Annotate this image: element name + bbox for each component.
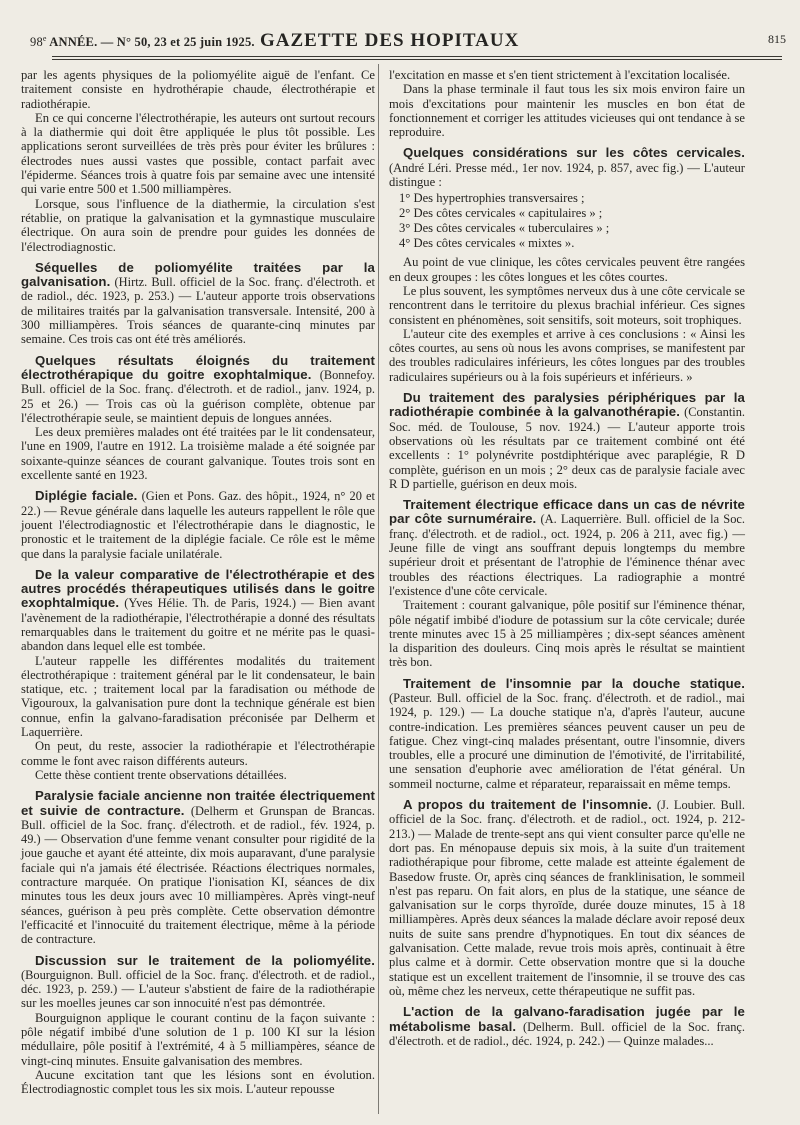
article-paralysie-faciale: Paralysie faciale ancienne non traitée électriquement et suivie de contracture. (Delherm et Grunspan de Brancas. Bull. officiel de la Soc. franç. d'électroth. et de radiol., fév. 1924, p. 49.) — Observation d'une femme venant consulter pour rigidité de la joue gauche et ayant été atteinte, dix mois auparavant, d'une paralysie faciale qui n'a jamais été électrisée. Réactions électriques normales, contracture marquée. On pratique l'ionisation KI, séances de dix minutes tous les deux jours avec 10 milliampères. Après vingt-neuf séances, guérison à peu près complète. Cette observation démontre l'efficacité et l'innocuité du traitement électrique, même à la période de contracture. [21, 788, 375, 947]
page-number: 815 [768, 32, 786, 46]
article-title: Quelques considérations sur les côtes cervicales. [403, 145, 745, 161]
article-title: Du traitement des paralysies périphériques par la radiothérapie combinée à la galvanothérapie. [389, 390, 745, 420]
article-goitre-results: Quelques résultats éloignés du traitement électrothérapique du goitre exophtalmique. (Bonnefoy. Bull. officiel de la Soc. franç. d'électroth. et de radiol., janv. 1924, p. 25 et 26.) — Trois cas où la guérison complète, obtenue par l'électrothérapie seule, se maintient depuis de longues années. Les deux premières malades ont été traitées par le lit condensateur, l'une en 1909, l'autre en 1912. La troisième malade a été soignée par soixante-quinze séances de courant galvanique. Toutes trois sont en excellente santé en 1923. [21, 352, 375, 483]
running-header [0, 14, 800, 54]
article-title: Quelques résultats éloignés du traitement électrothérapique du goitre exophtalmique. [21, 352, 375, 382]
header-rule-2 [52, 59, 782, 60]
list-item: 3° Des côtes cervicales « tuberculaires » ; [399, 221, 610, 236]
article-title: A propos du traitement de l'insomnie. [403, 797, 652, 813]
header-rule [52, 56, 782, 57]
column-divider [378, 64, 379, 1114]
article-poliomyelite-discussion: Discussion sur le traitement de la poliomyélite. (Bourguignon. Bull. officiel de la Soc. franç. d'électroth. et de radiol., déc. 1923, p. 259.) — L'auteur s'abstient de faire de la radiothérapie sur les moelles jeunes car son innocuité n'est pas démontrée. Bourguignon applique le courant continu de la façon suivante : pôle négatif imbibé d'une solution de 1 p. 100 KI sur la lésion médullaire, pôle positif à l'extrémité, 4 à 5 milliampères, séance de vingt-cinq minutes. Ensuite galvanisation des membres. Aucune excitation tant que les lésions sont en évolution. Électrodiagnostic complet tous les six mois. L'auteur repousse [21, 952, 375, 1097]
article-title: Diplégie faciale. [35, 488, 138, 504]
right-column [389, 68, 745, 1055]
article-continuation-right: l'excitation en masse et s'en tient strictement à l'excitation localisée. Dans la phase terminale il faut tous les six mois environ faire un mois d'excitations pour maintenir les muscles en bon état de fonctionnement et corriger les attitudes vicieuses qui ont tendance à se reproduire. [389, 68, 745, 140]
article-goitre-comparative: De la valeur comparative de l'électrothérapie et des autres procédés thérapeutiques utilisés dans le goitre exophtalmique. (Yves Hélie. Th. de Paris, 1924.) — Bien avant l'avènement de la radiothérapie, l'électrothérapie a donné des résultats remarquables dans le traitement du goitre et ne mérite pas le quasi-abandon dans lequel elle est tombée. L'auteur rappelle les différentes modalités du traitement électrothérapique : traitement général par le lit condensateur, le bain statique, etc. ; traitement local par la faradisation ou méthode de Vigouroux, la galvanisation pure dont la technique générale est bien connue, enfin la galvano-faradisation préconisée par Delherm et Laquerrière. On peut, du reste, associer la radiothérapie et l'électrothérapie comme le font avec raison différents auteurs. Cette thèse contient trente observations détaillées. [21, 566, 375, 782]
article-continuation: par les agents physiques de la poliomyélite aiguë de l'enfant. Ce traitement consiste en hydrothérapie chaude, électrothérapie et radiothérapie. En ce qui concerne l'électrothérapie, les auteurs ont surtout recours à la diathermie qui doit être appliquée le plus tôt possible. Les applications seront surveillées de très près pour éviter les brûlures : électrodes nues aussi vastes que possible, contact parfait avec l'épiderme. Séances trois à quatre fois par semaine avec une intensité qui varie entre 500 et 1.500 milliampères. Lorsque, sous l'influence de la diathermie, la circulation s'est rétablie, on pratique la galvanisation et la gymnastique musculaire électrique. On aura soin de prendre pour guides les données de l'électrodiagnostic. [21, 68, 375, 254]
article-insomnie-propos: A propos du traitement de l'insomnie. (J. Loubier. Bull. officiel de la Soc. franç. d'électroth. et de radiol., oct. 1924, p. 212-213.) — Malade de trente-sept ans qui vient consulter parce qu'elle ne dort pas. En ménopause depuis six mois, à la suite d'un traitement radiothérapique pour fibrome, cette malade est atteinte également de Basedow fruste. Or, après cinq séances de franklinisation, le sommeil n'est pas reparu. On fait alors, en plus de la statique, une séance de galvanisation sur le corps thyroïde, durée douze minutes, 15 à 18 milliampères. Après deux séances la malade déclare avoir reposé deux nuits de suite sans prendre d'hypnotiques. En tout dix séances de galvanisation. Cette malade, revue trois mois après, continuait à être plus calme et à dormir. Cette observation montre que si la douche statique est un excellent traitement de l'insomnie, il se trouve des cas où, même chez les nerveux, cette thérapeutique ne suffit pas. [389, 797, 745, 998]
issue-line: 98e ANNÉE. — N° 50, 23 et 25 juin 1925. [30, 34, 255, 50]
list-item: 4° Des côtes cervicales « mixtes ». [399, 236, 575, 251]
article-title: De la valeur comparative de l'électrothérapie et des autres procédés thérapeutiques utilisés dans le goitre exophtalmique. [21, 566, 375, 611]
article-title: Paralysie faciale ancienne non traitée électriquement et suivie de contracture. [21, 788, 375, 818]
article-nevrite: Traitement électrique efficace dans un cas de névrite par côte surnuméraire. (A. Laquerrière. Bull. officiel de la Soc. franç. d'électroth. et de radiol., oct. 1924, p. 206 à 211, avec fig.) — Jeune fille de vingt ans souffrant depuis longtemps du membre supérieur droit et présentant de l'atrophie de l'éminence thénar avec troubles des réactions électriques. La radiographie a montré l'existence d'une côte cervicale. Traitement : courant galvanique, pôle positif sur l'éminence thénar, pôle négatif imbibé d'iodure de potassium sur la côte cervicale; durée trente minutes avec 15 à 25 milliampères ; dix-sept séances amènent la disparition des douleurs. Cinq mois après le résultat se maintient très bon. [389, 497, 745, 670]
article-title: Discussion sur le traitement de la poliomyélite. [35, 952, 375, 968]
article-sequelles: Séquelles de poliomyélite traitées par la galvanisation. (Hirtz. Bull. officiel de la Soc. franç. d'électroth. et de radiol., déc. 1923, p. 253.) — L'auteur apporte trois observations de militaires traités par la galvanisation transversale. Intensité, 200 à 300 milliampères. Trois séances de quarante-cinq minutes par semaine. Ces trois cas ont été très améliorés. [21, 259, 375, 347]
left-column [21, 68, 375, 1103]
article-paralysies-peripheriques: Du traitement des paralysies périphériques par la radiothérapie combinée à la galvanothérapie. (Constantin. Soc. méd. de Toulouse, 5 nov. 1924.) — L'auteur apporte trois observations où les résultats par ce traitement combiné ont été excellents : 1° polynévrite postdiphtérique avec paraplégie, R D complète, guérison en un mois ; 2° deux cas de paralysie faciale avec R D partielle, guérison en deux mois. [389, 390, 745, 491]
article-title: L'action de la galvano-faradisation jugée par le métabolisme basal. [389, 1004, 745, 1034]
article-title: Séquelles de poliomyélite traitées par la galvanisation. [21, 259, 375, 290]
list-item: 2° Des côtes cervicales « capitulaires » ; [399, 206, 603, 221]
list-item: 1° Des hypertrophies transversaires ; [399, 191, 585, 206]
article-diplegie: Diplégie faciale. (Gien et Pons. Gaz. des hôpit., 1924, n° 20 et 22.) — Revue générale dans laquelle les auteurs rappellent le rôle que jouent l'électrodiagnostic et l'électrothérapie dans le diagnostic, le pronostic et le traitement de la diplégie faciale. Ce rôle est le même que dans la paralysie faciale unilatérale. [21, 488, 375, 561]
article-cotes-cervicales: Quelques considérations sur les côtes cervicales. (André Léri. Presse méd., 1er nov. 1924, p. 857, avec fig.) — L'auteur distingue : 1° Des hypertrophies transversaires ; 2° Des côtes cervicales « capitulaires » ; 3° Des côtes cervicales « tuberculaires » ; 4° Des côtes cervicales « mixtes ». Au point de vue clinique, les côtes cervicales peuvent être rangées en deux groupes : les côtes longues et les côtes courtes. Le plus souvent, les symptômes nerveux dus à une côte cervicale se rencontrent dans le territoire du plexus brachial inférieur. Ces signes consistent en phénomènes, soit sensitifs, soit moteurs, soit trophiques. L'auteur cite des exemples et arrive à ces conclusions : « Ainsi les côtes courtes, au sens où nous les avons comprises, se manifestent par des troubles radiculaires inférieurs, les côtes longues par des troubles radiculaires supérieurs ou à la fois supérieurs et inférieurs. » [389, 145, 745, 384]
article-title: Traitement électrique efficace dans un cas de névrite par côte surnuméraire. [389, 497, 745, 527]
article-insomnie-douche: Traitement de l'insomnie par la douche statique. (Pasteur. Bull. officiel de la Soc. franç. d'électroth. et de radiol., mai 1924, p. 129.) — La douche statique n'a, d'après l'auteur, aucune contre-indication. Les premières séances peuvent causer un peu de fatigue. Chez vingt-cinq malades présentant, outre l'insomnie, divers troubles, elle a procuré une diminution de l'émotivité, de l'irritabilité, une sensation d'euphorie avec amélioration de l'état général. Un sommeil nocturne, calme et réparateur, reparaissait en même temps. [389, 675, 745, 791]
journal-title: GAZETTE DES HOPITAUX [260, 30, 520, 51]
enumeration-list [399, 191, 745, 251]
article-metabolisme: L'action de la galvano-faradisation jugée par le métabolisme basal. (Delherm. Bull. officiel de la Soc. franç. d'électroth. et de radiol., déc. 1924, p. 242.) — Quinze malades... [389, 1004, 745, 1048]
article-title: Traitement de l'insomnie par la douche statique. [403, 675, 745, 691]
